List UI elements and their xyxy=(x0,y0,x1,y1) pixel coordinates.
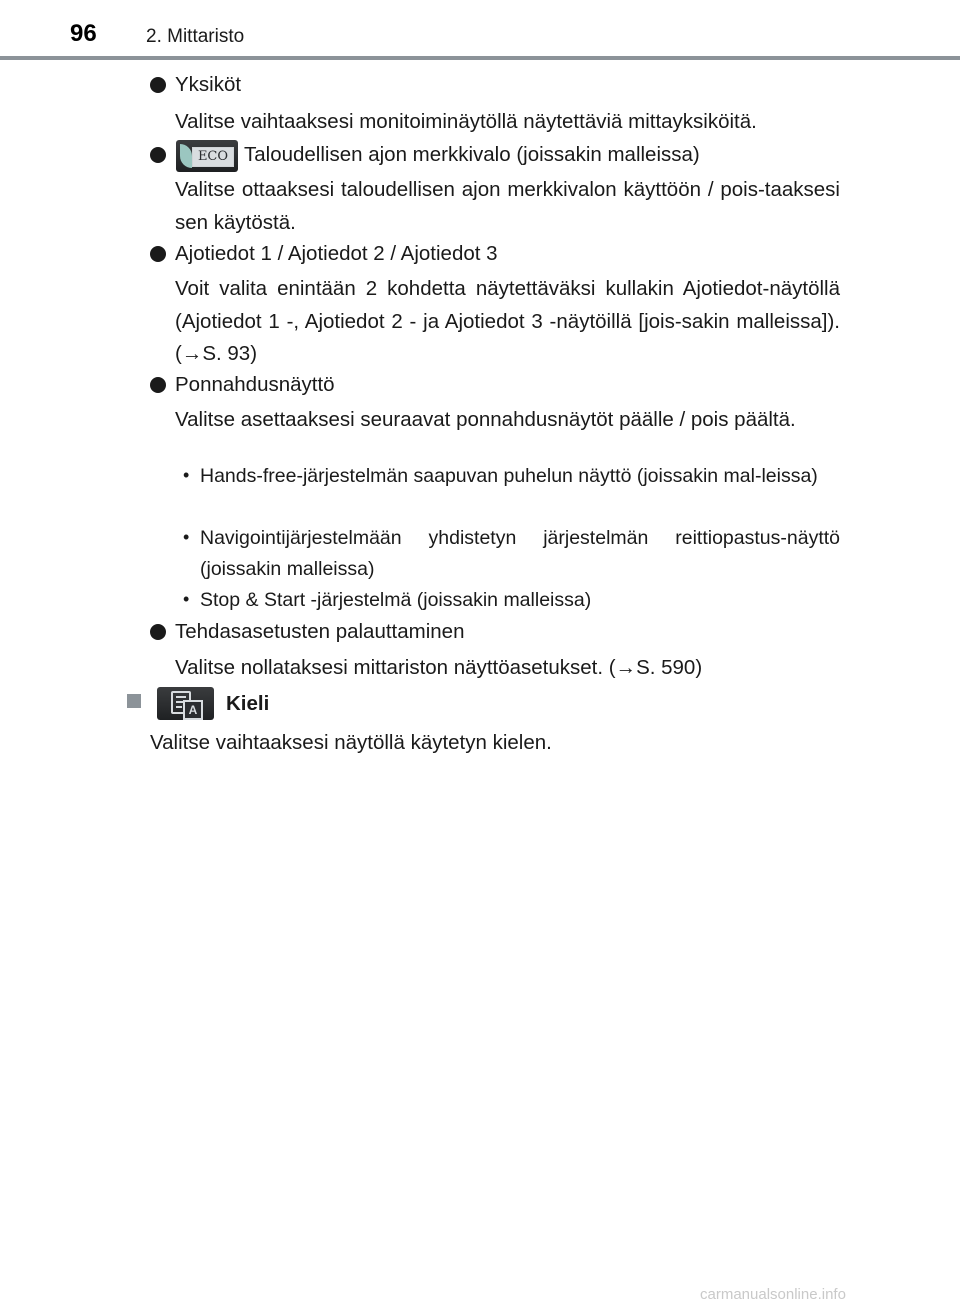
section-text-kieli: Valitse vaihtaaksesi näytöllä käytetyn kielen. xyxy=(150,731,552,754)
sub-bullet-icon: • xyxy=(183,589,190,609)
bullet-icon xyxy=(150,624,166,640)
section-title-yksikot: Yksiköt xyxy=(175,73,242,96)
square-bullet-icon xyxy=(127,694,141,708)
page-number: 96 xyxy=(70,20,97,47)
list-item: Hands-free-järjestelmän saapuvan puhelun näyttö (joissakin mal-leissa) xyxy=(200,465,818,487)
list-item: Navigointijärjestelmään yhdistetyn järjestelmän reittiopastus-näyttö (joissakin malleissa) xyxy=(200,527,840,580)
header-divider xyxy=(0,56,960,60)
eco-icon-label: ECO xyxy=(192,147,234,167)
section-text-ajotiedot: Voit valita enintään 2 kohdetta näytettäväksi kullakin Ajotiedot-näytöllä (Ajotiedot 1 -, Ajotiedot 2 - ja Ajotiedot 3 -näytöillä [jois-sakin malleissa]). (→S. 93) xyxy=(175,277,840,365)
section-title-tehdas: Tehdasasetusten palauttaminen xyxy=(175,620,465,643)
chapter-title: 2. Mittaristo xyxy=(146,26,245,47)
section-title-ajotiedot: Ajotiedot 1 / Ajotiedot 2 / Ajotiedot 3 xyxy=(175,242,498,265)
bullet-icon xyxy=(150,77,166,93)
language-settings-icon xyxy=(157,687,214,720)
leaf-icon xyxy=(180,144,192,168)
sub-bullet-icon: • xyxy=(183,465,190,485)
list-item: Stop & Start -järjestelmä (joissakin malleissa) xyxy=(200,589,592,611)
section-text-tehdas: Valitse nollataksesi mittariston näyttöasetukset. (→S. 590) xyxy=(175,656,703,679)
bullet-icon xyxy=(150,246,166,262)
letter-a-icon: A xyxy=(183,700,203,720)
sub-bullet-icon: • xyxy=(183,527,190,547)
watermark: carmanualsonline.info xyxy=(700,1286,846,1303)
page-header xyxy=(0,0,960,62)
section-title-ponnahdus: Ponnahdusnäyttö xyxy=(175,373,335,396)
bullet-icon xyxy=(150,377,166,393)
eco-indicator-icon xyxy=(176,140,238,172)
section-title-kieli: Kieli xyxy=(226,692,270,715)
section-title-eco: Taloudellisen ajon merkkivalo (joissakin malleissa) xyxy=(244,143,700,166)
section-text-eco: Valitse ottaaksesi taloudellisen ajon merkkivalon käyttöön / pois-taaksesi sen käytöstä. xyxy=(175,178,840,234)
section-text-yksikot: Valitse vaihtaaksesi monitoiminäytöllä näytettäviä mittayksiköitä. xyxy=(175,110,757,133)
bullet-icon xyxy=(150,147,166,163)
section-text-ponnahdus: Valitse asettaaksesi seuraavat ponnahdusnäytöt päälle / pois päältä. xyxy=(175,408,796,431)
